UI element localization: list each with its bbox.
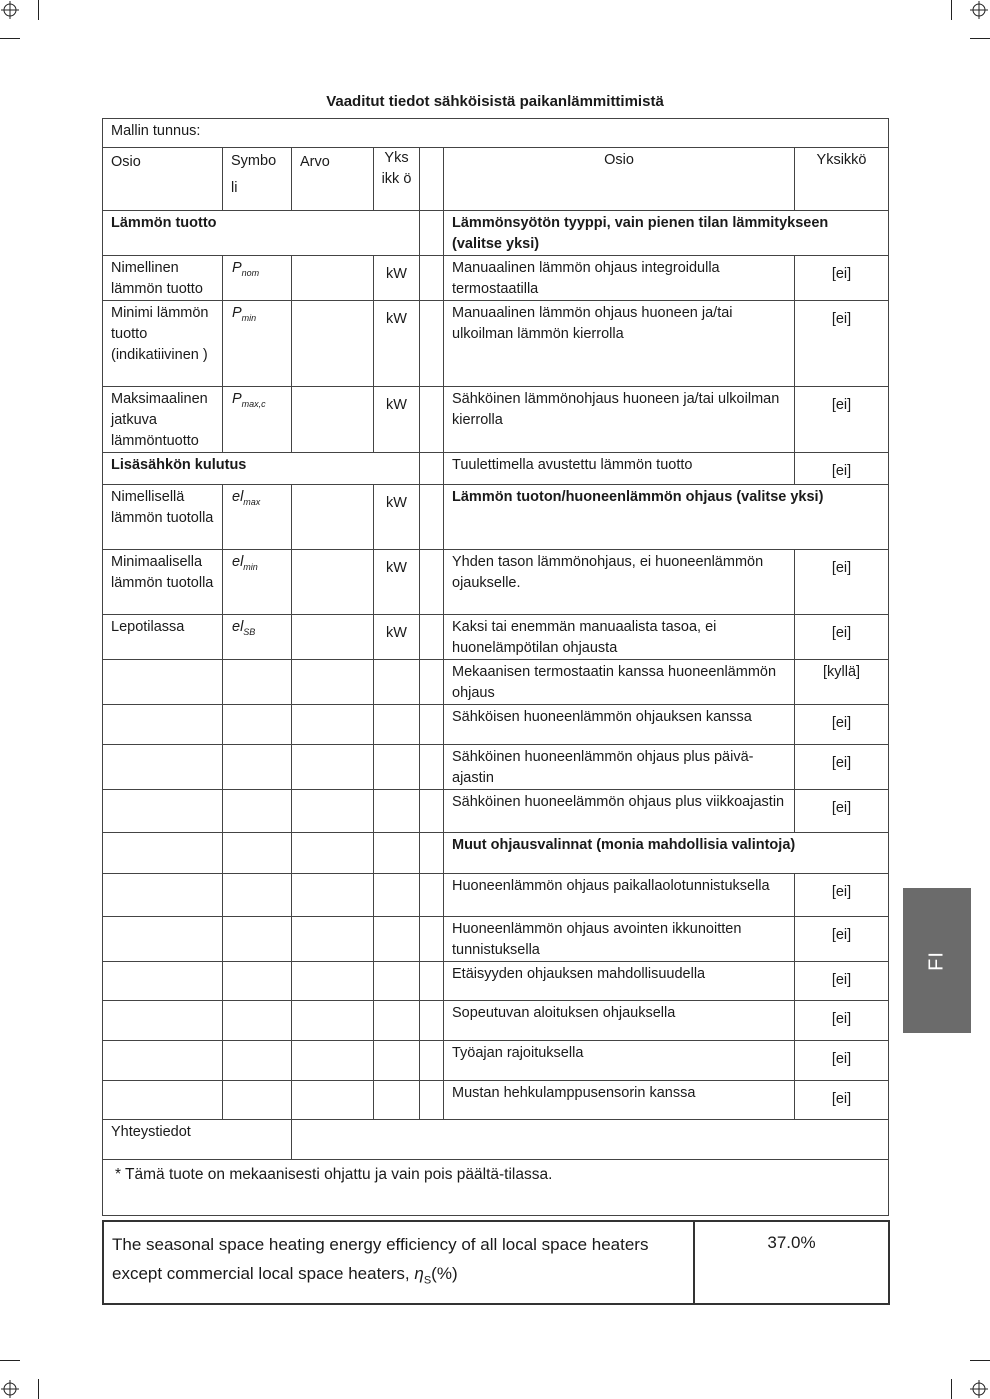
other-option-value: [ei] — [795, 1041, 889, 1081]
control-option-value: [kyllä] — [795, 660, 889, 705]
heat-output-value — [292, 387, 374, 453]
crop-mark — [0, 1360, 20, 1361]
empty-cell — [103, 917, 223, 962]
document-title: Vaaditut tiedot sähköisistä paikanlämmittimistä — [326, 93, 664, 110]
empty-cell — [292, 962, 374, 1001]
aux-consumption-title: Lisäsähkön kulutus — [103, 453, 420, 485]
empty-cell — [103, 705, 223, 745]
spacer-cell — [420, 1001, 444, 1041]
heat-output-unit: kW — [374, 256, 420, 301]
empty-cell — [292, 790, 374, 833]
empty-cell — [374, 1081, 420, 1120]
other-option-label: Huoneenlämmön ohjaus paikallaolotunnistuksella — [444, 874, 795, 917]
empty-cell — [223, 1081, 292, 1120]
spacer-cell — [420, 453, 444, 485]
spacer-cell — [420, 874, 444, 917]
control-option-value: [ei] — [795, 745, 889, 790]
crop-mark — [0, 38, 20, 39]
aux-consumption-value — [292, 615, 374, 660]
aux-consumption-label: Lepotilassa — [103, 615, 223, 660]
heat-input-option-label: Sähköinen lämmönohjaus huoneen ja/tai ulkoilman kierrolla — [444, 387, 795, 453]
empty-cell — [292, 874, 374, 917]
other-option-value: [ei] — [795, 874, 889, 917]
empty-cell — [223, 1001, 292, 1041]
empty-cell — [223, 705, 292, 745]
empty-cell — [103, 745, 223, 790]
other-option-value: [ei] — [795, 917, 889, 962]
empty-cell — [374, 874, 420, 917]
aux-consumption-symbol: $el_{max}$ — [223, 485, 292, 550]
empty-cell — [374, 962, 420, 1001]
crop-mark — [970, 1360, 990, 1361]
other-option-label: Työajan rajoituksella — [444, 1041, 795, 1081]
product-info-table — [102, 118, 889, 1216]
header-value: Arvo — [292, 148, 374, 211]
heat-input-type-title: Lämmönsyötön tyyppi, vain pienen tilan lämmitykseen (valitse yksi) — [444, 211, 889, 256]
crop-mark — [951, 1379, 952, 1399]
empty-cell — [223, 874, 292, 917]
header-symbol: Symbo li — [223, 148, 292, 211]
heat-input-option-value: [ei] — [795, 256, 889, 301]
registration-mark-bottom-left — [1, 1380, 19, 1398]
empty-cell — [103, 962, 223, 1001]
other-option-value: [ei] — [795, 1081, 889, 1120]
spacer-cell — [420, 790, 444, 833]
empty-cell — [223, 745, 292, 790]
empty-cell — [292, 1001, 374, 1041]
other-option-label: Sopeutuvan aloituksen ohjauksella — [444, 1001, 795, 1041]
spacer-cell — [420, 917, 444, 962]
spacer-cell — [420, 301, 444, 387]
header-section-right: Osio — [444, 148, 795, 211]
aux-consumption-unit: kW — [374, 615, 420, 660]
header-section-left: Osio — [103, 148, 223, 211]
control-option-label: Sähköinen huoneenlämmön ohjaus plus päivä-ajastin — [444, 745, 795, 790]
control-option-value: [ei] — [795, 550, 889, 615]
header-unit: Yks ikk ö — [374, 148, 420, 211]
control-option-value: [ei] — [795, 790, 889, 833]
crop-mark — [38, 1379, 39, 1399]
empty-cell — [292, 745, 374, 790]
registration-mark-top-right — [970, 1, 988, 19]
empty-cell — [374, 745, 420, 790]
empty-cell — [223, 1041, 292, 1081]
heat-input-option-value: [ei] — [795, 387, 889, 453]
control-type-title: Lämmön tuoton/huoneenlämmön ohjaus (valitse yksi) — [444, 485, 889, 550]
heat-input-option-label: Manuaalinen lämmön ohjaus huoneen ja/tai ulkoilman lämmön kierrolla — [444, 301, 795, 387]
efficiency-unit: (%) — [431, 1264, 458, 1283]
aux-consumption-unit: kW — [374, 485, 420, 550]
heat-output-value — [292, 256, 374, 301]
heat-output-value — [292, 301, 374, 387]
aux-consumption-value — [292, 550, 374, 615]
other-option-value: [ei] — [795, 962, 889, 1001]
empty-cell — [103, 833, 223, 874]
language-tab-label: FI — [925, 950, 948, 971]
spacer-cell — [420, 705, 444, 745]
registration-mark-top-left — [1, 1, 19, 19]
efficiency-label-line1: The seasonal space heating energy efficiency of all local space heaters — [112, 1235, 649, 1254]
control-option-label: Kaksi tai enemmän manuaalista tasoa, ei huonelämpötilan ohjausta — [444, 615, 795, 660]
empty-cell — [103, 790, 223, 833]
control-option-label: Sähköisen huoneenlämmön ohjauksen kanssa — [444, 705, 795, 745]
registration-mark-bottom-right — [970, 1380, 988, 1398]
empty-cell — [374, 917, 420, 962]
empty-cell — [374, 833, 420, 874]
empty-cell — [374, 1001, 420, 1041]
spacer-cell — [420, 148, 444, 211]
heat-input-option-value: [ei] — [795, 301, 889, 387]
heat-output-title: Lämmön tuotto — [103, 211, 420, 256]
efficiency-table — [102, 1220, 890, 1305]
control-option-value: [ei] — [795, 615, 889, 660]
efficiency-value: 37.0% — [694, 1221, 889, 1304]
empty-cell — [103, 1081, 223, 1120]
aux-consumption-symbol: $el_{min}$ — [223, 550, 292, 615]
spacer-cell — [420, 256, 444, 301]
empty-cell — [103, 874, 223, 917]
contact-label: Yhteystiedot — [103, 1120, 292, 1160]
header-unit-right: Yksikkö — [795, 148, 889, 211]
language-tab — [903, 888, 971, 1033]
empty-cell — [292, 833, 374, 874]
heat-output-label: Nimellinen lämmön tuotto — [103, 256, 223, 301]
aux-consumption-unit: kW — [374, 550, 420, 615]
heat-input-option-label: Tuulettimella avustettu lämmön tuotto — [444, 453, 795, 485]
heat-output-symbol: $P_{min}$ — [223, 301, 292, 387]
spacer-cell — [420, 962, 444, 1001]
crop-mark — [951, 0, 952, 20]
spacer-cell — [420, 1081, 444, 1120]
control-option-label: Mekaanisen termostaatin kanssa huoneenlämmön ohjaus — [444, 660, 795, 705]
heat-output-label: Maksimaalinen jatkuva lämmöntuotto — [103, 387, 223, 453]
eta-symbol: η — [414, 1264, 424, 1283]
other-option-label: Huoneenlämmön ohjaus avointen ikkunoitten tunnistuksella — [444, 917, 795, 962]
heat-output-symbol: $P_{max,c}$ — [223, 387, 292, 453]
spacer-cell — [420, 387, 444, 453]
heat-input-option-value: [ei] — [795, 453, 889, 485]
spacer-cell — [420, 1041, 444, 1081]
empty-cell — [292, 705, 374, 745]
other-options-title: Muut ohjausvalinnat (monia mahdollisia valintoja) — [444, 833, 889, 874]
spacer-cell — [420, 211, 444, 256]
empty-cell — [292, 660, 374, 705]
empty-cell — [223, 962, 292, 1001]
crop-mark — [38, 0, 39, 20]
efficiency-label — [103, 1221, 694, 1304]
spacer-cell — [420, 485, 444, 550]
empty-cell — [292, 1081, 374, 1120]
efficiency-label-line2: except commercial local space heaters, — [112, 1264, 410, 1283]
empty-cell — [103, 660, 223, 705]
spacer-cell — [420, 833, 444, 874]
aux-consumption-label: Nimellisellä lämmön tuotolla — [103, 485, 223, 550]
empty-cell — [223, 790, 292, 833]
crop-mark — [970, 38, 990, 39]
footnote: * Tämä tuote on mekaanisesti ohjattu ja vain pois päältä-tilassa. — [103, 1160, 889, 1216]
model-label: Mallin tunnus: — [103, 119, 889, 148]
control-option-value: [ei] — [795, 705, 889, 745]
heat-input-option-label: Manuaalinen lämmön ohjaus integroidulla termostaatilla — [444, 256, 795, 301]
empty-cell — [374, 705, 420, 745]
empty-cell — [292, 1041, 374, 1081]
empty-cell — [374, 660, 420, 705]
heat-output-unit: kW — [374, 387, 420, 453]
eta-subscript: S — [423, 1274, 432, 1287]
other-option-label: Mustan hehkulamppusensorin kanssa — [444, 1081, 795, 1120]
aux-consumption-symbol: $el_{SB}$ — [223, 615, 292, 660]
control-option-label: Yhden tason lämmönohjaus, ei huoneenlämmön ojaukselle. — [444, 550, 795, 615]
empty-cell — [223, 660, 292, 705]
heat-output-unit: kW — [374, 301, 420, 387]
contact-value — [292, 1120, 889, 1160]
empty-cell — [223, 917, 292, 962]
spacer-cell — [420, 615, 444, 660]
aux-consumption-value — [292, 485, 374, 550]
empty-cell — [374, 790, 420, 833]
control-option-label: Sähköinen huoneelämmön ohjaus plus viikkoajastin — [444, 790, 795, 833]
empty-cell — [374, 1041, 420, 1081]
other-option-value: [ei] — [795, 1001, 889, 1041]
heat-output-symbol: $P_{nom}$ — [223, 256, 292, 301]
empty-cell — [292, 917, 374, 962]
spacer-cell — [420, 550, 444, 615]
empty-cell — [223, 833, 292, 874]
heat-output-label: Minimi lämmön tuotto (indikatiivinen ) — [103, 301, 223, 387]
spacer-cell — [420, 660, 444, 705]
empty-cell — [103, 1041, 223, 1081]
empty-cell — [103, 1001, 223, 1041]
spacer-cell — [420, 745, 444, 790]
aux-consumption-label: Minimaalisella lämmön tuotolla — [103, 550, 223, 615]
other-option-label: Etäisyyden ohjauksen mahdollisuudella — [444, 962, 795, 1001]
